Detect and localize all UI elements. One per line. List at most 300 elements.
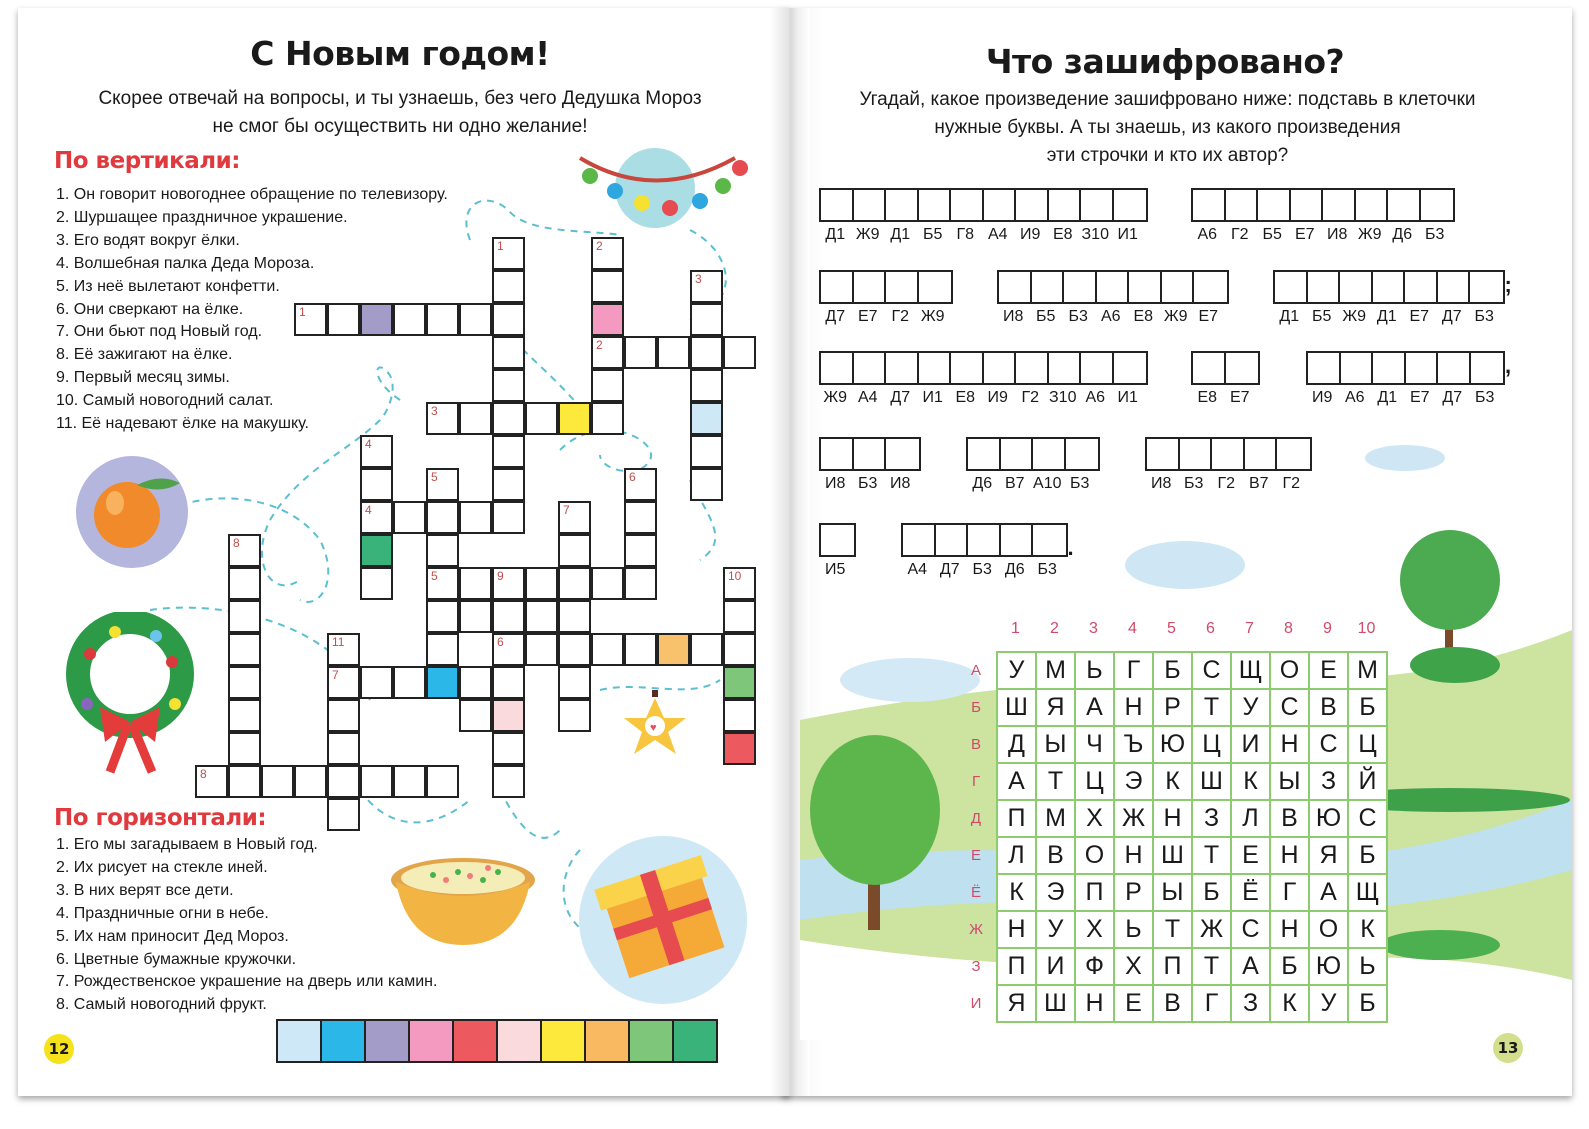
letter-box[interactable]	[1081, 353, 1114, 383]
crossword-cell[interactable]	[492, 237, 525, 270]
grid-letter[interactable]: К	[1348, 911, 1387, 948]
letter-box[interactable]	[984, 353, 1017, 383]
intro-line: эти строчки и кто их автор?	[1046, 145, 1289, 166]
answer-cell[interactable]	[542, 1021, 586, 1061]
code-label: И1	[922, 389, 943, 406]
crossword-cell[interactable]	[459, 600, 492, 633]
crossword-cell[interactable]	[624, 633, 657, 666]
grid-letter[interactable]: Г	[1192, 985, 1231, 1022]
letter-box[interactable]	[919, 190, 952, 220]
code-label: Д7	[825, 308, 846, 325]
grid-letter[interactable]: Ш	[997, 689, 1036, 726]
column-label: 10	[1357, 620, 1376, 637]
grid-letter[interactable]: К	[1153, 763, 1192, 800]
crossword-cell[interactable]	[558, 699, 591, 732]
grid-letter[interactable]: З	[1309, 763, 1348, 800]
crossword-cell[interactable]	[591, 633, 624, 666]
grid-letter[interactable]: Ю	[1153, 726, 1192, 763]
letter-box[interactable]	[919, 272, 950, 302]
grid-letter[interactable]: Ш	[1192, 763, 1231, 800]
code-label: Ж9	[1357, 226, 1382, 243]
grid-letter[interactable]: С	[1192, 652, 1231, 689]
crossword-cell[interactable]	[393, 303, 426, 336]
grid-letter[interactable]: Х	[1114, 948, 1153, 985]
crossword-cell[interactable]	[558, 633, 591, 666]
letter-box[interactable]	[951, 353, 984, 383]
crossword-cell[interactable]	[690, 468, 723, 501]
grid-letter[interactable]: Т	[1192, 689, 1231, 726]
grid-letter[interactable]: Р	[1153, 689, 1192, 726]
grid-letter[interactable]: Ы	[1036, 726, 1075, 763]
grid-letter[interactable]: Б	[1348, 985, 1387, 1022]
grid-letter[interactable]: Ы	[1153, 874, 1192, 911]
crossword-cell[interactable]	[591, 270, 624, 303]
grid-letter[interactable]: К	[997, 874, 1036, 911]
grid-letter[interactable]: Г	[1270, 874, 1309, 911]
code-label: Д6	[1392, 226, 1413, 243]
letter-box[interactable]	[1049, 353, 1082, 383]
grid-letter[interactable]: Б	[1192, 874, 1231, 911]
letter-box[interactable]	[1470, 272, 1501, 302]
letter-box[interactable]	[1226, 190, 1259, 220]
letter-box[interactable]	[1114, 353, 1145, 383]
grid-letter[interactable]: К	[1270, 985, 1309, 1022]
answer-cell[interactable]	[278, 1021, 322, 1061]
grid-letter[interactable]: Н	[1114, 689, 1153, 726]
crossword-cell[interactable]	[525, 402, 558, 435]
crossword-cell[interactable]	[426, 633, 459, 666]
crossword-cell[interactable]	[492, 270, 525, 303]
grid-letter[interactable]: И	[1231, 726, 1270, 763]
letter-box[interactable]	[1373, 272, 1406, 302]
crossword-cell[interactable]	[228, 567, 261, 600]
grid-letter[interactable]: Й	[1348, 763, 1387, 800]
crossword-cell[interactable]	[723, 666, 756, 699]
crossword-cell[interactable]	[723, 600, 756, 633]
grid-letter[interactable]: В	[1153, 985, 1192, 1022]
grid-letter[interactable]: Т	[1153, 911, 1192, 948]
crossword-cell[interactable]	[294, 303, 327, 336]
crossword-cell[interactable]	[657, 633, 690, 666]
crossword-cell[interactable]	[360, 501, 393, 534]
crossword-cell[interactable]	[228, 699, 261, 732]
grid-letter[interactable]: Ъ	[1114, 726, 1153, 763]
crossword-cell[interactable]	[690, 633, 723, 666]
grid-letter[interactable]: С	[1270, 689, 1309, 726]
grid-row	[997, 911, 1387, 948]
grid-letter[interactable]: Щ	[1348, 874, 1387, 911]
grid-letter[interactable]: Ы	[1270, 763, 1309, 800]
grid-letter[interactable]: З	[1231, 985, 1270, 1022]
letter-box[interactable]	[854, 190, 887, 220]
crossword-cell[interactable]	[492, 501, 525, 534]
crossword-cell[interactable]	[591, 567, 624, 600]
letter-box[interactable]	[1471, 353, 1502, 383]
crossword-cell[interactable]	[426, 501, 459, 534]
code-label: Д1	[1279, 308, 1300, 325]
grid-letter[interactable]: С	[1309, 726, 1348, 763]
crossword-cell[interactable]	[723, 633, 756, 666]
answer-cell[interactable]	[322, 1021, 366, 1061]
column-label: 2	[1050, 620, 1059, 637]
code-label: Г8	[956, 226, 975, 243]
grid-letter[interactable]: Е	[1231, 837, 1270, 874]
crossword-cell[interactable]	[327, 303, 360, 336]
crossword-cell[interactable]	[327, 765, 360, 798]
letter-box[interactable]	[1341, 353, 1374, 383]
grid-letter[interactable]: Ь	[1075, 652, 1114, 689]
grid-letter[interactable]: Г	[1114, 652, 1153, 689]
grid-row	[997, 874, 1387, 911]
crossword-cell[interactable]	[492, 336, 525, 369]
letter-box[interactable]	[821, 190, 854, 220]
crossword-cell[interactable]	[228, 600, 261, 633]
crossword-cell[interactable]	[426, 765, 459, 798]
grid-letter[interactable]: О	[1075, 837, 1114, 874]
answer-cell[interactable]	[674, 1021, 716, 1061]
grid-letter[interactable]: З	[1192, 800, 1231, 837]
crossword-cell[interactable]	[492, 303, 525, 336]
grid-letter[interactable]: М	[1036, 652, 1075, 689]
code-labels	[819, 308, 953, 326]
crossword-cell[interactable]	[492, 765, 525, 798]
crossword-cell[interactable]	[228, 732, 261, 765]
crossword-cell[interactable]	[426, 402, 459, 435]
grid-letter[interactable]: Ю	[1309, 948, 1348, 985]
letter-box[interactable]	[854, 272, 887, 302]
crossword-cell[interactable]	[492, 369, 525, 402]
grid-letter[interactable]: Н	[1075, 985, 1114, 1022]
grid-letter[interactable]: У	[1309, 985, 1348, 1022]
answer-cell[interactable]	[498, 1021, 542, 1061]
grid-letter[interactable]: И	[1036, 948, 1075, 985]
crossword-cell[interactable]	[360, 666, 393, 699]
answer-cell[interactable]	[366, 1021, 410, 1061]
grid-letter[interactable]: О	[1309, 911, 1348, 948]
letter-box[interactable]	[1016, 353, 1049, 383]
clue-number: 7	[332, 668, 339, 682]
crossword-cell[interactable]	[360, 765, 393, 798]
crossword-cell[interactable]	[327, 633, 360, 666]
grid-letter[interactable]: Т	[1192, 948, 1231, 985]
crossword-cell[interactable]	[459, 699, 492, 732]
crossword-cell[interactable]	[360, 534, 393, 567]
crossword-cell[interactable]	[558, 534, 591, 567]
crossword-cell[interactable]	[492, 468, 525, 501]
letter-box[interactable]	[951, 190, 984, 220]
letter-box[interactable]	[886, 353, 919, 383]
clue-item: 3. Его водят вокруг ёлки.	[56, 231, 240, 249]
crossword-cell[interactable]	[525, 633, 558, 666]
crossword-cell[interactable]	[228, 534, 261, 567]
clue-item: 3. В них верят все дети.	[56, 881, 234, 899]
grid-letter[interactable]: Ц	[1348, 726, 1387, 763]
grid-letter[interactable]: Т	[1036, 763, 1075, 800]
crossword-cell[interactable]	[690, 270, 723, 303]
letter-box[interactable]	[1194, 272, 1225, 302]
crossword-cell[interactable]	[690, 303, 723, 336]
letter-box[interactable]	[886, 190, 919, 220]
grid-letter[interactable]: Б	[1348, 837, 1387, 874]
crossword-cell[interactable]	[228, 666, 261, 699]
letter-box[interactable]	[1016, 190, 1049, 220]
grid-letter[interactable]: Н	[997, 911, 1036, 948]
grid-letter[interactable]: Т	[1192, 837, 1231, 874]
answer-cell[interactable]	[454, 1021, 498, 1061]
answer-cell[interactable]	[410, 1021, 454, 1061]
letter-box[interactable]	[919, 353, 952, 383]
crossword-cell[interactable]	[459, 303, 492, 336]
crossword-cell[interactable]	[723, 336, 756, 369]
letter-box[interactable]	[821, 272, 854, 302]
letter-box[interactable]	[886, 272, 919, 302]
grid-letter[interactable]: Э	[1036, 874, 1075, 911]
crossword-cell[interactable]	[492, 567, 525, 600]
letter-box[interactable]	[1340, 272, 1373, 302]
answer-cell[interactable]	[630, 1021, 674, 1061]
letter-box[interactable]	[1049, 190, 1082, 220]
grid-letter[interactable]: Ж	[1114, 800, 1153, 837]
crossword-cell[interactable]	[492, 402, 525, 435]
grid-letter[interactable]: П	[1075, 874, 1114, 911]
row-label: В	[970, 736, 981, 753]
crossword-cell[interactable]	[393, 501, 426, 534]
crossword-cell[interactable]	[327, 732, 360, 765]
grid-letter[interactable]: В	[1309, 689, 1348, 726]
crossword-cell[interactable]	[492, 732, 525, 765]
crossword-cell[interactable]	[261, 765, 294, 798]
grid-letter[interactable]: Ж	[1192, 911, 1231, 948]
grid-letter[interactable]: Х	[1075, 800, 1114, 837]
grid-letter[interactable]: Ё	[1231, 874, 1270, 911]
grid-letter[interactable]: Я	[1309, 837, 1348, 874]
grid-letter[interactable]: П	[997, 800, 1036, 837]
grid-letter[interactable]: Э	[1114, 763, 1153, 800]
crossword-cell[interactable]	[558, 567, 591, 600]
crossword-cell[interactable]	[459, 567, 492, 600]
letter-box[interactable]	[999, 272, 1032, 302]
letter-box[interactable]	[1406, 353, 1439, 383]
letter-box[interactable]	[1323, 190, 1356, 220]
grid-letter[interactable]: Ь	[1114, 911, 1153, 948]
crossword-cell[interactable]	[459, 501, 492, 534]
grid-letter[interactable]: Н	[1270, 837, 1309, 874]
grid-letter[interactable]: С	[1348, 800, 1387, 837]
crossword-cell[interactable]	[459, 402, 492, 435]
crossword-cell[interactable]	[525, 567, 558, 600]
grid-letter[interactable]: Н	[1270, 726, 1309, 763]
letter-box[interactable]	[1226, 353, 1257, 383]
crossword-cell[interactable]	[426, 567, 459, 600]
letter-box[interactable]	[1275, 272, 1308, 302]
crossword-cell[interactable]	[327, 699, 360, 732]
grid-letter[interactable]: А	[997, 763, 1036, 800]
crossword-cell[interactable]	[558, 402, 591, 435]
grid-letter[interactable]: А	[1309, 874, 1348, 911]
crossword-cell[interactable]	[492, 666, 525, 699]
grid-letter[interactable]: Ш	[1153, 837, 1192, 874]
crossword-cell[interactable]	[426, 534, 459, 567]
crossword-cell[interactable]	[723, 567, 756, 600]
grid-letter[interactable]: Р	[1114, 874, 1153, 911]
grid-letter[interactable]: Н	[1114, 837, 1153, 874]
grid-letter[interactable]: Е	[1114, 985, 1153, 1022]
grid-letter[interactable]: Ю	[1309, 800, 1348, 837]
letter-box[interactable]	[1032, 272, 1065, 302]
letter-box[interactable]	[1064, 272, 1097, 302]
clue-number: 8	[233, 536, 240, 550]
code-label: И8	[1003, 308, 1024, 325]
crossword-cell[interactable]	[492, 435, 525, 468]
grid-letter[interactable]: П	[1153, 948, 1192, 985]
crossword-cell[interactable]	[624, 567, 657, 600]
crossword-cell[interactable]	[558, 600, 591, 633]
letter-box[interactable]	[1308, 353, 1341, 383]
code-label: А4	[857, 389, 878, 406]
grid-letter[interactable]: О	[1270, 652, 1309, 689]
cipher-word	[1191, 188, 1455, 244]
row-label: А	[970, 662, 981, 679]
crossword-cell[interactable]	[690, 369, 723, 402]
crossword-cell[interactable]	[690, 336, 723, 369]
grid-letter[interactable]: Ш	[1036, 985, 1075, 1022]
crossword-cell[interactable]	[624, 534, 657, 567]
grid-letter[interactable]: Ц	[1192, 726, 1231, 763]
letter-box[interactable]	[1129, 272, 1162, 302]
letter-box[interactable]	[1438, 353, 1471, 383]
crossword-cell[interactable]	[393, 666, 426, 699]
grid-letter[interactable]: Б	[1270, 948, 1309, 985]
grid-letter[interactable]: М	[1348, 652, 1387, 689]
grid-letter[interactable]: Ф	[1075, 948, 1114, 985]
letter-box[interactable]	[1193, 190, 1226, 220]
grid-letter[interactable]: Н	[1270, 911, 1309, 948]
letter-box[interactable]	[1081, 190, 1114, 220]
crossword-cell[interactable]	[360, 435, 393, 468]
letter-box[interactable]	[1162, 272, 1195, 302]
grid-letter[interactable]: А	[1075, 689, 1114, 726]
crossword-cell[interactable]	[228, 765, 261, 798]
code-labels	[1273, 308, 1505, 326]
clue-number: 4	[365, 437, 372, 451]
grid-letter[interactable]: К	[1231, 763, 1270, 800]
crossword-cell[interactable]	[525, 600, 558, 633]
grid-letter[interactable]: Л	[1231, 800, 1270, 837]
letter-box[interactable]	[1438, 272, 1471, 302]
crossword-cell[interactable]	[360, 468, 393, 501]
letter-box[interactable]	[1291, 190, 1324, 220]
grid-letter[interactable]: У	[1036, 911, 1075, 948]
crossword-cell[interactable]	[393, 765, 426, 798]
letter-box[interactable]	[1193, 353, 1226, 383]
grid-letter[interactable]: Я	[997, 985, 1036, 1022]
page-number: 12	[44, 1034, 74, 1064]
grid-letter[interactable]: Л	[997, 837, 1036, 874]
grid-letter[interactable]: В	[1036, 837, 1075, 874]
crossword-cell[interactable]	[723, 699, 756, 732]
grid-letter[interactable]: В	[1270, 800, 1309, 837]
crossword-cell[interactable]	[360, 303, 393, 336]
grid-letter[interactable]: Б	[1348, 689, 1387, 726]
crossword-cell[interactable]	[492, 699, 525, 732]
letter-box[interactable]	[1421, 190, 1452, 220]
crossword-cell[interactable]	[624, 468, 657, 501]
letter-box[interactable]	[1114, 190, 1145, 220]
clue-number: 9	[497, 569, 504, 583]
letter-box[interactable]	[1388, 190, 1421, 220]
crossword-cell[interactable]	[327, 798, 360, 831]
letter-box[interactable]	[821, 353, 854, 383]
crossword-cell[interactable]	[591, 369, 624, 402]
grid-letter[interactable]: Щ	[1231, 652, 1270, 689]
grid-letter[interactable]: Н	[1153, 800, 1192, 837]
grid-letter[interactable]: Я	[1036, 689, 1075, 726]
grid-letter[interactable]: Б	[1153, 652, 1192, 689]
answer-cell[interactable]	[586, 1021, 630, 1061]
row-label: З	[971, 958, 981, 975]
crossword-cell[interactable]	[492, 600, 525, 633]
code-label: Б3	[972, 561, 992, 578]
crossword-cell[interactable]	[426, 600, 459, 633]
crossword-cell[interactable]	[591, 402, 624, 435]
code-label: Е8	[955, 389, 976, 406]
code-label: Д6	[1004, 561, 1025, 578]
crossword-cell[interactable]	[492, 633, 525, 666]
crossword-cell[interactable]	[426, 468, 459, 501]
grid-letter[interactable]: Д	[997, 726, 1036, 763]
letter-box[interactable]	[1356, 190, 1389, 220]
crossword-cell[interactable]	[558, 666, 591, 699]
letter-box[interactable]	[984, 190, 1017, 220]
letter-box[interactable]	[854, 353, 887, 383]
crossword-cell[interactable]	[294, 765, 327, 798]
grid-letter[interactable]: У	[1231, 689, 1270, 726]
letter-box[interactable]	[1405, 272, 1438, 302]
crossword-cell[interactable]	[690, 435, 723, 468]
grid-letter[interactable]: П	[997, 948, 1036, 985]
grid-letter[interactable]: Ь	[1348, 948, 1387, 985]
grid-letter[interactable]: Ч	[1075, 726, 1114, 763]
grid-letter[interactable]: Ц	[1075, 763, 1114, 800]
grid-letter[interactable]: Х	[1075, 911, 1114, 948]
answer-boxes	[1306, 351, 1505, 385]
crossword-cell[interactable]	[558, 501, 591, 534]
crossword-cell[interactable]	[360, 567, 393, 600]
crossword-cell[interactable]	[723, 732, 756, 765]
crossword-cell[interactable]	[690, 402, 723, 435]
letter-box[interactable]	[1258, 190, 1291, 220]
crossword-cell[interactable]	[657, 336, 690, 369]
crossword-cell[interactable]	[591, 336, 624, 369]
letter-box[interactable]	[1373, 353, 1406, 383]
crossword-cell[interactable]	[228, 633, 261, 666]
grid-letter[interactable]: Е	[1309, 652, 1348, 689]
grid-letter[interactable]: А	[1231, 948, 1270, 985]
crossword-cell[interactable]	[426, 666, 459, 699]
crossword-cell[interactable]	[327, 666, 360, 699]
crossword-cell[interactable]	[426, 303, 459, 336]
letter-box[interactable]	[1308, 272, 1341, 302]
letter-box[interactable]	[1097, 272, 1130, 302]
grid-letter[interactable]: М	[1036, 800, 1075, 837]
crossword-cell[interactable]	[591, 303, 624, 336]
crossword-cell[interactable]	[624, 336, 657, 369]
grid-letter[interactable]: С	[1231, 911, 1270, 948]
crossword-cell[interactable]	[459, 666, 492, 699]
grid-letter[interactable]: У	[997, 652, 1036, 689]
code-label: Е7	[857, 308, 878, 325]
crossword-cell[interactable]	[624, 501, 657, 534]
